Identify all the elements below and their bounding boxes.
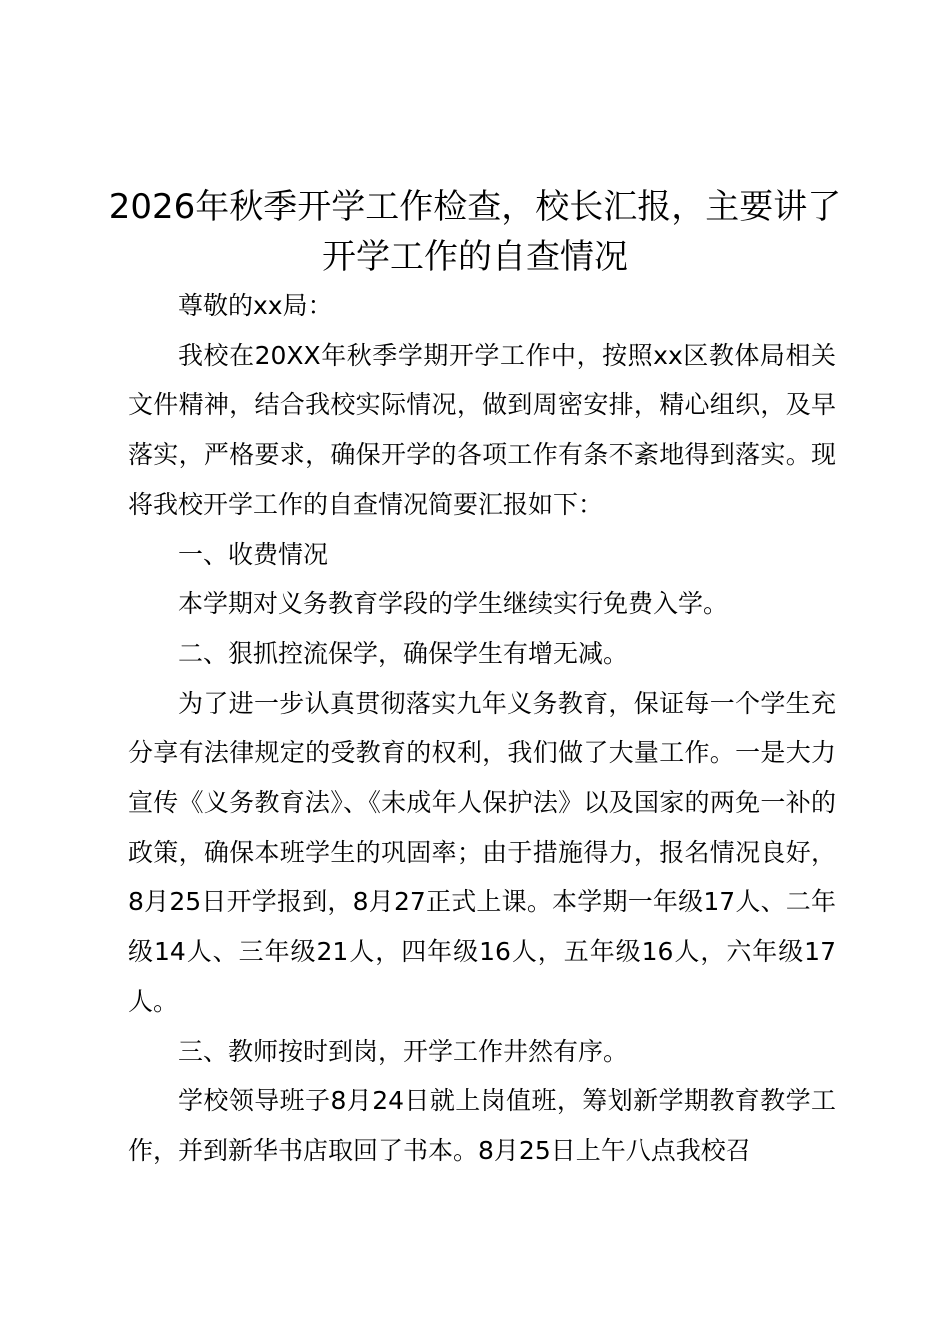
teachers-paragraph: 学校领导班子8月24日就上岗值班，筹划新学期教育教学工作，并到新华书店取回了书本。8月25日上午八点我校召 xyxy=(128,1086,836,1165)
section-heading-fees: 一、收费情况 xyxy=(178,539,329,569)
salutation: 尊敬的xx局： xyxy=(178,291,333,320)
document-title: 2026年秋季开学工作检查，校长汇报，主要讲了开学工作的自查情况 xyxy=(108,187,842,277)
document-body xyxy=(128,281,836,1176)
section-heading-teachers: 三、教师按时到岗，开学工作井然有序。 xyxy=(178,1036,629,1066)
enrollment-paragraph: 为了进一步认真贯彻落实九年义务教育，保证每一个学生充分享有法律规定的受教育的权利，我们做了大量工作。一是大力宣传《义务教育法》、《未成年人保护法》以及国家的两免一补的政策，确保本班学生的巩固率；由于措施得力，报名情况良好，8月25日开学报到，8月27正式上课。本学期一年级17人、二年级14人、三年级21人，四年级16人，五年级16人，六年级17人。 xyxy=(128,688,836,1016)
section-heading-enrollment: 二、狠抓控流保学，确保学生有增无减。 xyxy=(178,638,629,668)
fees-paragraph: 本学期对义务教育学段的学生继续实行免费入学。 xyxy=(178,589,729,619)
intro-paragraph: 我校在20XX年秋季学期开学工作中，按照xx区教体局相关文件精神，结合我校实际情况，做到周密安排，精心组织，及早落实，严格要求，确保开学的各项工作有条不紊地得到落实。现将我校开学工作的自查情况简要汇报如下： xyxy=(128,340,836,519)
